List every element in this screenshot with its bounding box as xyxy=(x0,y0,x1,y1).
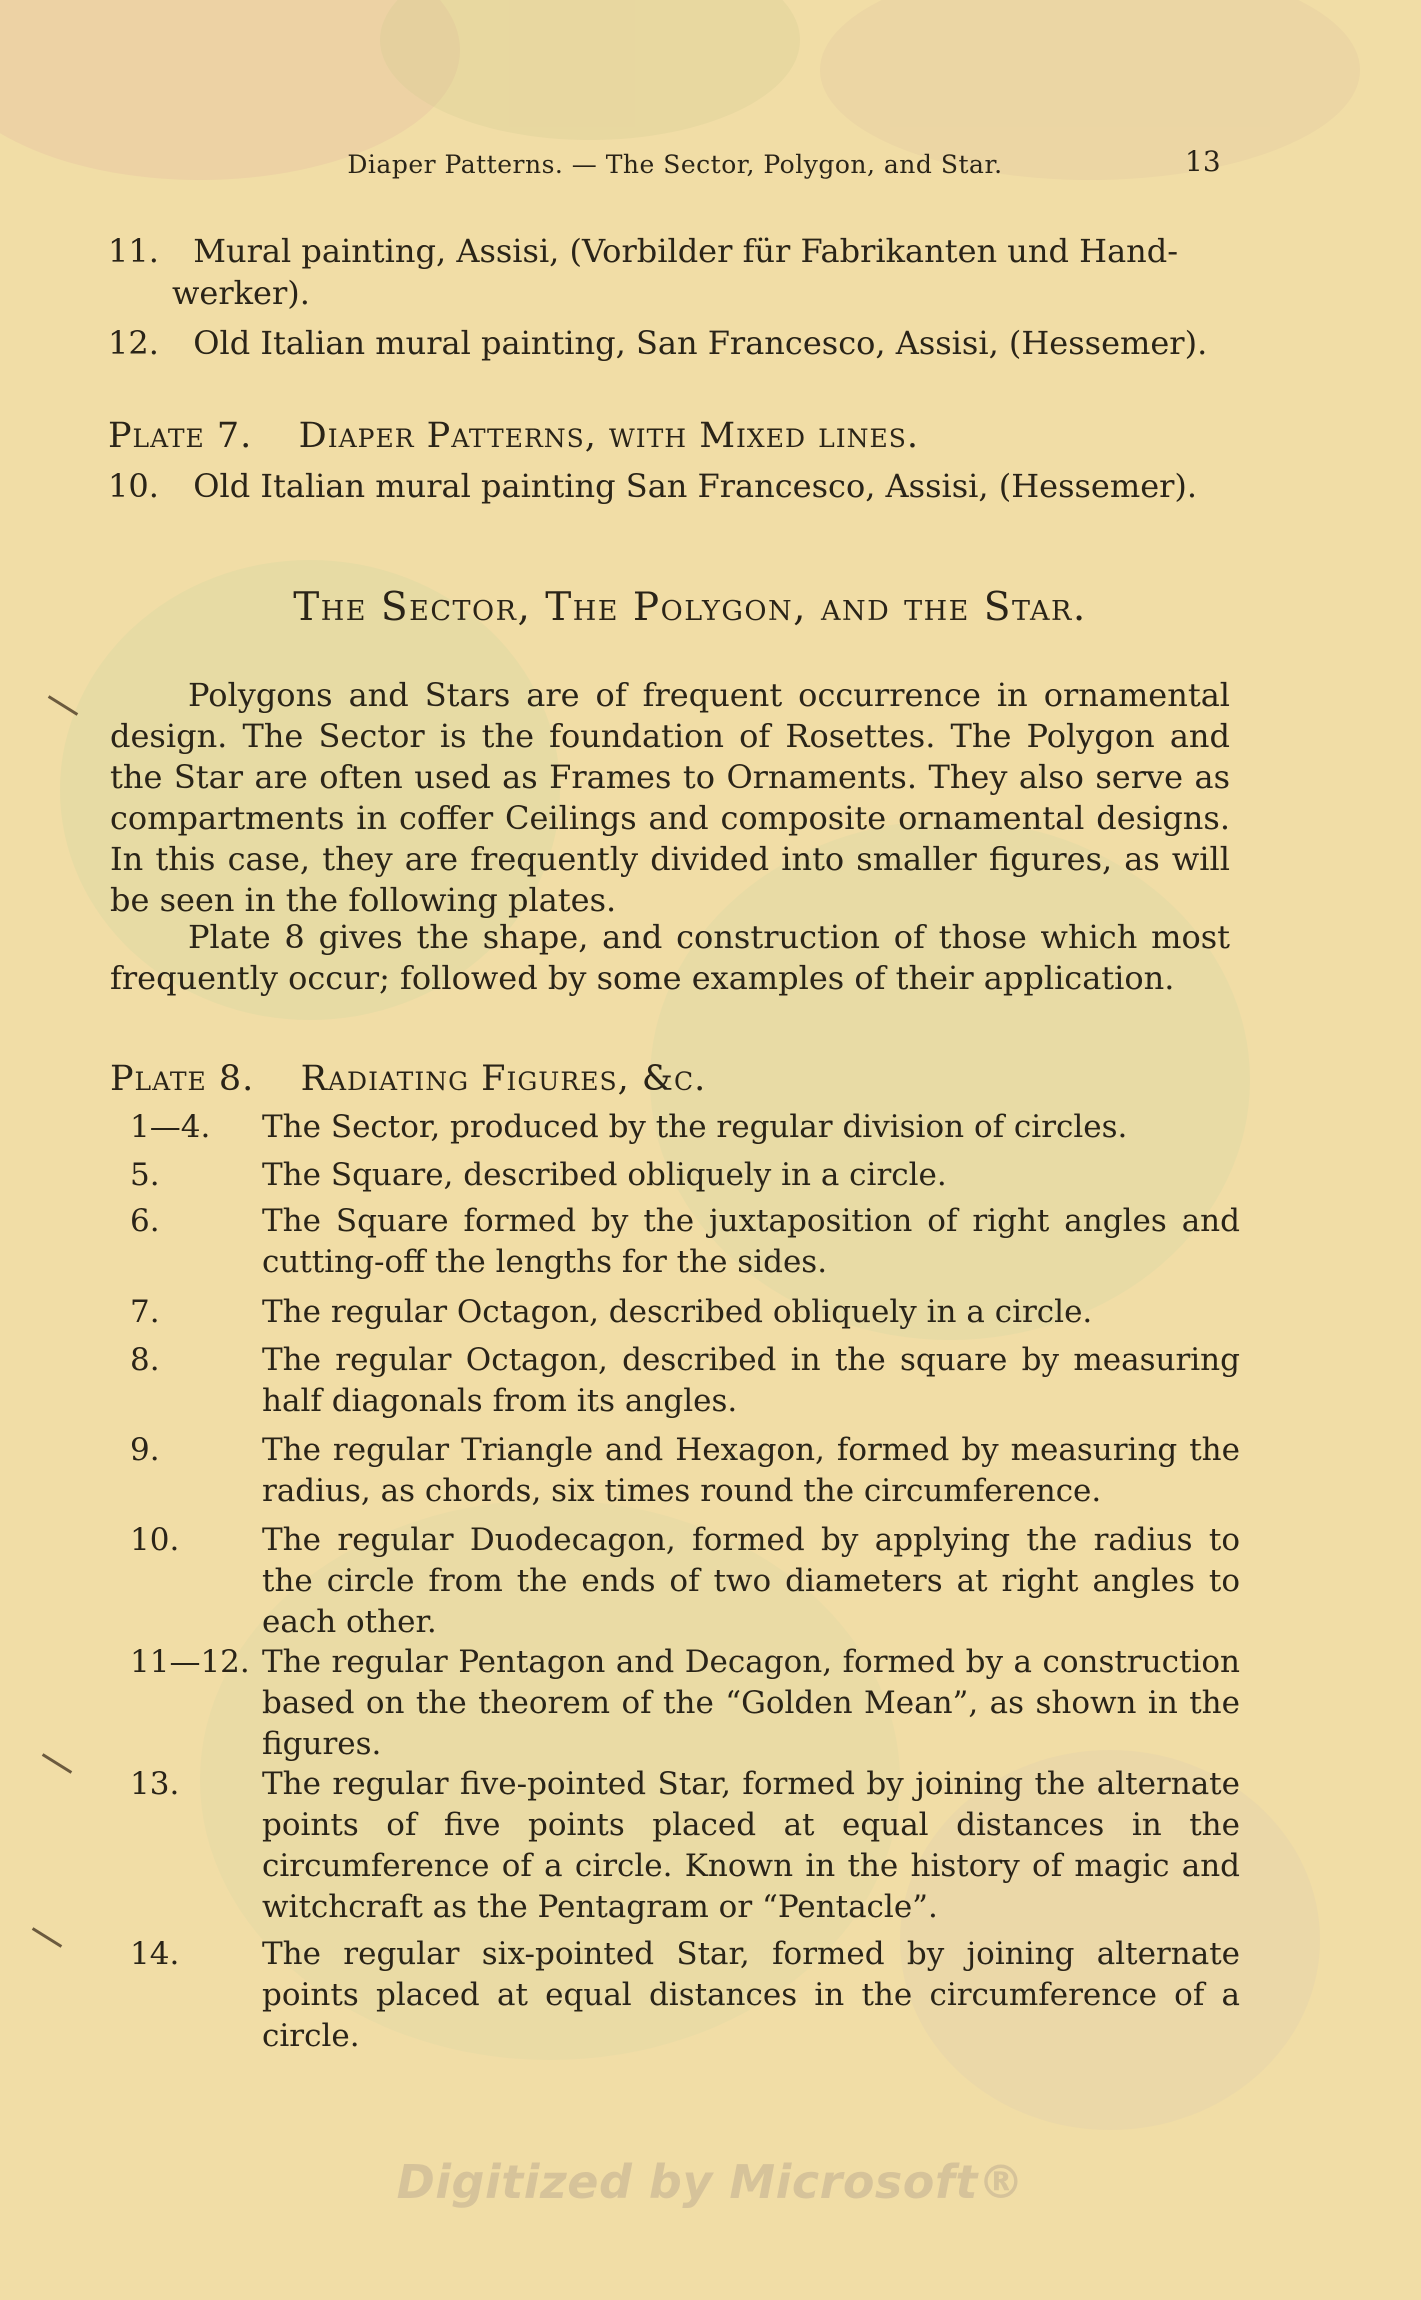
item-text: Old Italian mural painting, San Francesco, Assisi, (Hessemer). xyxy=(193,324,1208,362)
list-item xyxy=(108,230,1178,272)
item-number: 11. xyxy=(108,232,159,270)
item-text: The Sector, produced by the regular division of circles. xyxy=(262,1109,1128,1145)
list-item xyxy=(110,1934,1240,2058)
item-number: 10. xyxy=(130,1522,180,1558)
plate-title: Diaper Patterns, with Mixed lines. xyxy=(298,416,919,456)
plate-heading xyxy=(110,1058,706,1100)
list-item xyxy=(110,1292,1240,1334)
list-item xyxy=(110,1642,1240,1766)
list-item xyxy=(110,1764,1240,1928)
list-item xyxy=(110,1107,1240,1149)
item-text: The Square, described obliquely in a circle. xyxy=(262,1157,947,1193)
item-continuation: werker). xyxy=(172,274,310,312)
item-text: The regular Triangle and Hexagon, formed by measuring the radius, as chords, six times round the circumference. xyxy=(262,1432,1240,1509)
item-text: The regular Octagon, described obliquely in a circle. xyxy=(262,1294,1093,1330)
margin-mark xyxy=(42,1753,72,1774)
margin-mark xyxy=(32,1927,62,1948)
item-number: 12. xyxy=(108,324,159,362)
item-text: The regular five-pointed Star, formed by joining the alternate points of five points placed at equal distances in the circumference of a circle. Known in the history of magic and witchcraft as the Pentagram or “Pentacle”. xyxy=(262,1766,1240,1925)
item-number: 6. xyxy=(130,1203,160,1239)
list-item xyxy=(110,1520,1240,1644)
item-text: The Square formed by the juxtaposition of right angles and cutting-off the lengths for the sides. xyxy=(262,1203,1240,1280)
item-text: Old Italian mural painting San Francesco, Assisi, (Hessemer). xyxy=(193,467,1198,505)
item-number: 11—12. xyxy=(130,1644,250,1680)
list-item xyxy=(110,1340,1240,1424)
item-number: 5. xyxy=(130,1157,160,1193)
section-title: The Sector, The Polygon, and the Star. xyxy=(293,585,1087,630)
margin-mark xyxy=(48,695,78,716)
item-number: 1—4. xyxy=(130,1109,211,1145)
list-item xyxy=(110,1201,1240,1285)
list-item xyxy=(110,1430,1240,1514)
list-item xyxy=(108,465,1197,507)
paragraph: Plate 8 gives the shape, and construction of those which most frequently occur; followed by some examples of their application. xyxy=(110,918,1230,997)
watermark: Digitized by Microsoft® xyxy=(396,2155,1025,2209)
list-item xyxy=(108,322,1207,364)
plate-title: Radiating Figures, &c. xyxy=(300,1059,707,1099)
item-number: 7. xyxy=(130,1294,160,1330)
item-text: The regular six-pointed Star, formed by joining alternate points placed at equal distances in the circumference of a circle. xyxy=(262,1936,1240,2054)
item-number: 9. xyxy=(130,1432,160,1468)
item-text: Mural painting, Assisi, (Vorbilder für Fabrikanten und Hand- xyxy=(193,232,1179,270)
plate-label: Plate 7. xyxy=(108,416,253,456)
item-text: The regular Duodecagon, formed by applying the radius to the circle from the ends of two diameters at right angles to each other. xyxy=(262,1522,1240,1640)
plate-label: Plate 8. xyxy=(110,1059,255,1099)
item-number: 14. xyxy=(130,1936,180,1972)
plate-heading xyxy=(108,415,919,457)
item-text: The regular Pentagon and Decagon, formed by a construction based on the theorem of the “Golden Mean”, as shown in the figures. xyxy=(262,1644,1240,1762)
page-number: 13 xyxy=(1185,145,1221,178)
item-number: 13. xyxy=(130,1766,180,1802)
paragraph: Polygons and Stars are of frequent occurrence in ornamental design. The Sector is the foundation of Rosettes. The Polygon and the Star are often used as Frames to Ornaments. They also serve as compartments in coffer Ceilings and composite ornamental designs. In this case, they are frequently divided into smaller figures, as will be seen in the following plates. xyxy=(110,676,1230,919)
item-text: The regular Octagon, described in the square by measuring half diagonals from its angles. xyxy=(262,1342,1240,1419)
item-number: 8. xyxy=(130,1342,160,1378)
running-head: Diaper Patterns. — The Sector, Polygon, and Star. xyxy=(347,150,1003,179)
item-number: 10. xyxy=(108,467,159,505)
list-item xyxy=(110,1155,1240,1197)
